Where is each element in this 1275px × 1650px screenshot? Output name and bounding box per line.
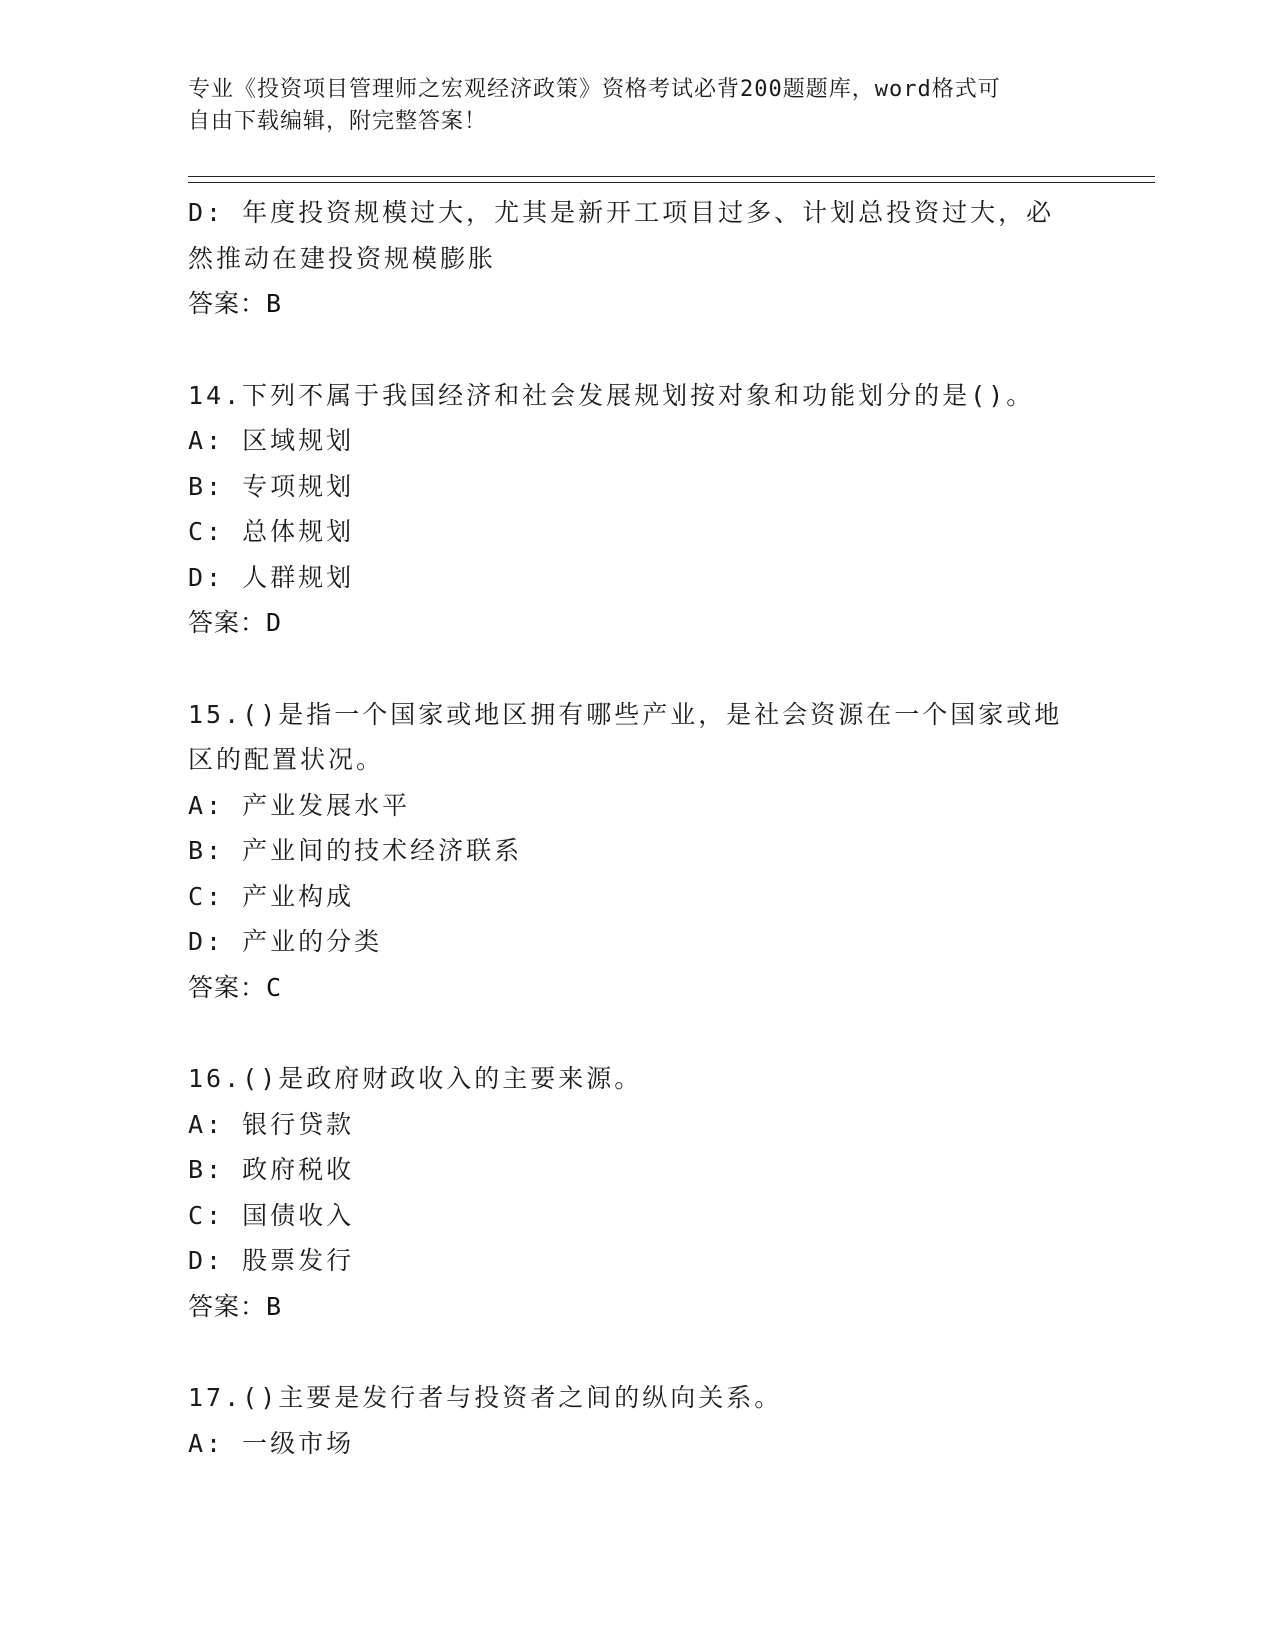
option-d: D: 年度投资规模过大，尤其是新开工项目过多、计划总投资过大，必 — [188, 198, 1055, 227]
question-14 — [188, 373, 1088, 646]
option-c: C: 总体规划 — [188, 517, 355, 546]
question-content — [188, 190, 1088, 1466]
spacer — [188, 1010, 1088, 1056]
option-c: C: 国债收入 — [188, 1200, 355, 1230]
question-stem: 17.()主要是发行者与投资者之间的纵向关系。 — [188, 1383, 783, 1412]
option-d: D: 产业的分类 — [188, 927, 383, 956]
option-a: A: 银行贷款 — [188, 1109, 355, 1139]
answer: 答案：B — [188, 1291, 283, 1321]
question-stem: 16.()是政府财政收入的主要来源。 — [188, 1064, 643, 1093]
option-d: D: 股票发行 — [188, 1246, 355, 1275]
question-13-tail — [188, 190, 1088, 327]
option-d: D: 人群规划 — [188, 562, 355, 592]
option-b: B: 专项规划 — [188, 471, 355, 501]
option-b: B: 产业间的技术经济联系 — [188, 836, 523, 865]
option-a: A: 产业发展水平 — [188, 790, 411, 820]
option-a: A: 一级市场 — [188, 1428, 355, 1458]
spacer — [188, 1329, 1088, 1375]
spacer — [188, 327, 1088, 373]
option-b: B: 政府税收 — [188, 1155, 355, 1184]
question-16 — [188, 1056, 1088, 1329]
question-17 — [188, 1375, 1088, 1466]
question-15 — [188, 692, 1088, 1011]
option-a: A: 区域规划 — [188, 426, 355, 455]
header-divider-top — [188, 176, 1155, 177]
answer: 答案：B — [188, 289, 283, 318]
answer: 答案：C — [188, 972, 283, 1002]
header-line-1: 专业《投资项目管理师之宏观经济政策》资格考试必背200题题库，word格式可 — [188, 77, 1001, 102]
header-line-2: 自由下载编辑，附完整答案！ — [188, 109, 488, 134]
header-divider-bottom — [188, 182, 1155, 183]
question-stem: 14.下列不属于我国经济和社会发展规划按对象和功能划分的是()。 — [188, 380, 1035, 410]
option-c: C: 产业构成 — [188, 881, 355, 911]
option-d-continued: 然推动在建投资规模膨胀 — [188, 243, 497, 273]
question-stem: 15.()是指一个国家或地区拥有哪些产业，是社会资源在一个国家或地 — [188, 699, 1063, 729]
answer: 答案：D — [188, 608, 283, 637]
document-header — [188, 74, 1068, 138]
spacer — [188, 646, 1088, 692]
question-stem-continued: 区的配置状况。 — [188, 745, 385, 774]
